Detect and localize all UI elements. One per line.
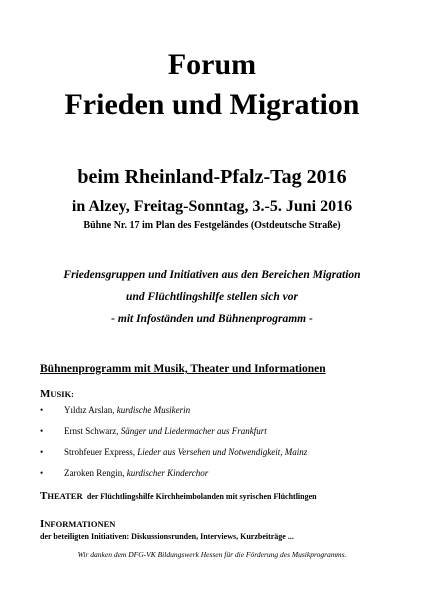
theater-line — [40, 489, 317, 504]
artist-desc: Sänger und Liedermacher aus Frankfurt — [120, 426, 267, 436]
artist-desc: kurdischer Kinderchor — [126, 468, 209, 478]
artist-name: Strohfeuer Express, — [64, 447, 138, 457]
title-line-2: Frieden und Migration — [64, 88, 360, 121]
theater-heading-cap: T — [40, 490, 48, 502]
title-line-1: Forum — [167, 48, 257, 81]
theater-heading-rest: HEATER — [47, 491, 83, 501]
program-title: Bühnenprogramm mit Musik, Theater und Informationen — [40, 363, 326, 375]
info-text: der beteiligten Initiativen: Diskussionsrunden, Interviews, Kurzbeiträge ... — [40, 532, 294, 541]
theater-desc: der Flüchtlingshilfe Kirchheimbolanden mit syrischen Flüchtlingen — [86, 492, 317, 501]
artist-name: Ernst Schwarz, — [64, 426, 121, 436]
intro-line-3: - mit Infoständen und Bühnenprogramm - — [111, 313, 313, 325]
event-location: Bühne Nr. 17 im Plan des Festgeländes (Ostdeutsche Straße) — [83, 220, 341, 231]
bullet: • — [40, 468, 44, 478]
musik-heading-rest: USIK: — [50, 389, 75, 399]
artist-desc: Lieder aus Versehen und Notwendigkeit, Mainz — [137, 447, 308, 457]
artist-name: Zaroken Rengin, — [64, 468, 127, 478]
intro-line-1: Friedensgruppen und Initiativen aus den Bereichen Migration — [63, 269, 361, 281]
musik-heading — [40, 387, 74, 401]
event-line-2: in Alzey, Freitag-Sonntag, 3.-5. Juni 2016 — [71, 198, 353, 215]
info-heading-rest: NFORMATIONEN — [44, 519, 116, 529]
thanks-note: Wir danken dem DFG-VK Bildungswerk Hessen für die Förderung des Musikprogramms. — [77, 550, 347, 559]
artist-name: Yıldız Arslan, — [64, 405, 117, 415]
bullet: • — [40, 405, 44, 415]
musik-heading-cap: M — [40, 388, 51, 400]
artist-desc: kurdische Musikerin — [116, 405, 191, 415]
info-heading — [40, 517, 115, 531]
event-line-1: beim Rheinland-Pfalz-Tag 2016 — [77, 166, 347, 188]
info-heading-cap: I — [40, 518, 45, 530]
bullet: • — [40, 426, 44, 436]
intro-line-2: und Flüchtlingshilfe stellen sich vor — [126, 291, 298, 303]
bullet: • — [40, 447, 44, 457]
